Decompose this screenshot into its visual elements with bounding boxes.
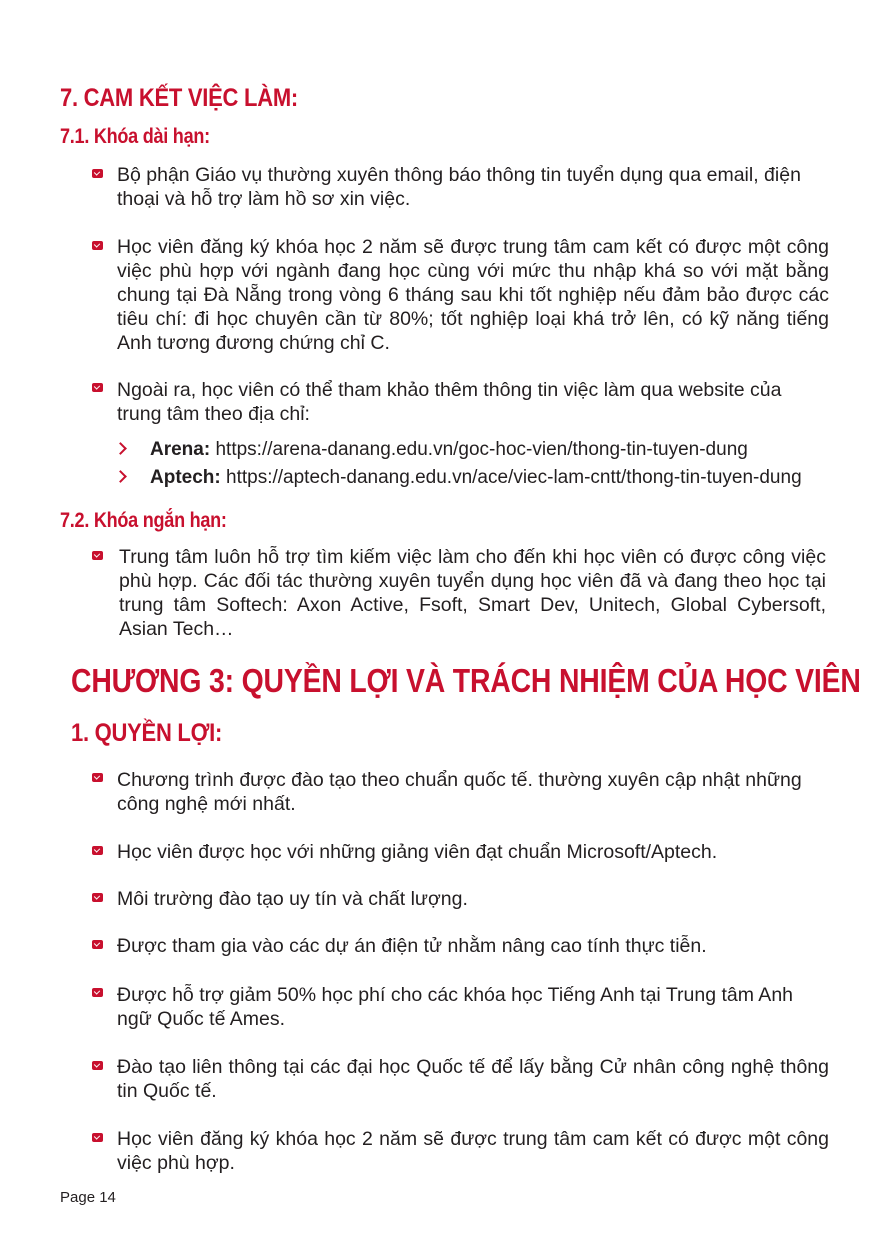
checkbox-bullet-icon: [92, 169, 103, 178]
list-item: Bộ phận Giáo vụ thường xuyên thông báo thông tin tuyển dụng qua email, điện thoại và hỗ trợ làm hồ sơ xin việc.: [117, 164, 801, 210]
list-item: Được tham gia vào các dự án điện tử nhằm nâng cao tính thực tiễn.: [117, 935, 707, 957]
chevron-right-icon: [114, 442, 127, 455]
website-link[interactable]: https://arena-danang.edu.vn/goc-hoc-vien/thong-tin-tuyen-dung: [215, 439, 748, 460]
list-item: Trung tâm luôn hỗ trợ tìm kiếm việc làm cho đến khi học viên có được công việc phù hợp. Các đối tác thường xuyên tuyển dụng học viên đã và đang theo học tại trung tâm Softech: Axon Active, Fsoft, Smart Dev, Unitech, Global Cybersoft, Asian Tech…: [119, 546, 826, 640]
checkbox-bullet-icon: [92, 846, 103, 855]
link-label: Arena:: [150, 439, 211, 460]
page-number: Page 14: [60, 1189, 116, 1206]
checkbox-bullet-icon: [92, 773, 103, 782]
checkbox-bullet-icon: [92, 383, 103, 392]
section-7-heading: 7. CAM KẾT VIỆC LÀM:: [60, 84, 298, 112]
list-item: Đào tạo liên thông tại các đại học Quốc tế để lấy bằng Cử nhân công nghệ thông tin Quốc tế.: [117, 1056, 829, 1102]
checkbox-bullet-icon: [92, 988, 103, 997]
list-item: Học viên đăng ký khóa học 2 năm sẽ được trung tâm cam kết có được một công việc phù hợp với ngành đang học cùng với mức thu nhập khá so với mặt bằng chung tại Đà Nẵng trong vòng 6 tháng sau khi tốt nghiệp nếu đảm bảo được các tiêu chí: đi học chuyên cần từ 80%; tốt nghiệp loại khá trở lên, có kỹ năng tiếng Anh tương đương chứng chỉ C.: [117, 236, 829, 354]
checkbox-bullet-icon: [92, 940, 103, 949]
list-item: Được hỗ trợ giảm 50% học phí cho các khóa học Tiếng Anh tại Trung tâm Anh ngữ Quốc tế Ames.: [117, 984, 794, 1030]
list-item: Ngoài ra, học viên có thể tham khảo thêm thông tin việc làm qua website của trung tâm theo địa chỉ:: [117, 379, 782, 425]
rights-heading: 1. QUYỀN LỢI:: [71, 719, 223, 747]
section-7-1-heading: 7.1. Khóa dài hạn:: [60, 125, 210, 148]
checkbox-bullet-icon: [92, 241, 103, 250]
list-item: Môi trường đào tạo uy tín và chất lượng.: [117, 888, 468, 910]
checkbox-bullet-icon: [92, 551, 103, 560]
link-label: Aptech:: [150, 467, 221, 488]
checkbox-bullet-icon: [92, 1133, 103, 1142]
chapter-3-heading: CHƯƠNG 3: QUYỀN LỢI VÀ TRÁCH NHIỆM CỦA HỌC VIÊN: [71, 662, 861, 699]
list-item: Học viên đăng ký khóa học 2 năm sẽ được trung tâm cam kết có được một công việc phù hợp.: [117, 1128, 829, 1174]
chevron-right-icon: [114, 470, 127, 483]
list-item: Chương trình được đào tạo theo chuẩn quốc tế. thường xuyên cập nhật những công nghệ mới nhất.: [117, 769, 802, 815]
section-7-2-heading: 7.2. Khóa ngắn hạn:: [60, 509, 227, 532]
checkbox-bullet-icon: [92, 893, 103, 902]
link-row-arena: [150, 438, 748, 462]
website-link[interactable]: https://aptech-danang.edu.vn/ace/viec-lam-cntt/thong-tin-tuyen-dung: [226, 467, 802, 488]
list-item: Học viên được học với những giảng viên đạt chuẩn Microsoft/Aptech.: [117, 841, 718, 863]
checkbox-bullet-icon: [92, 1061, 103, 1070]
link-row-aptech: [150, 466, 802, 490]
